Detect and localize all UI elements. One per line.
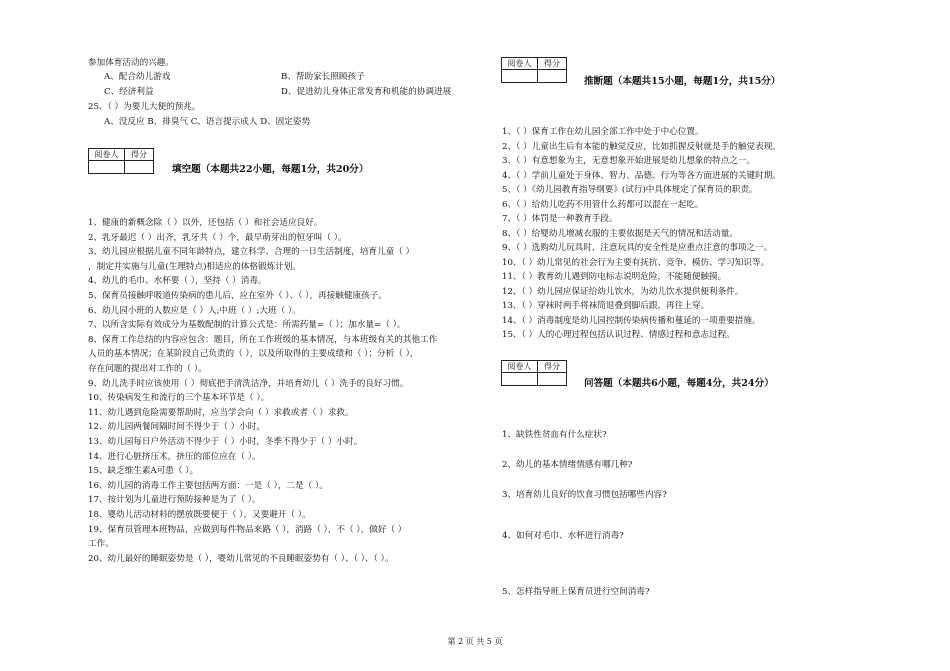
score-cell <box>538 373 566 385</box>
qa-question-line: 5、怎样指导班上保育员进行空间消毒? <box>502 587 650 597</box>
fill-question-line: 18、婴幼儿活动材料的摆放既要便于（ ），又要避开（ ）。 <box>88 510 311 520</box>
score-label: 得分 <box>538 361 566 373</box>
judge-question-line: 15、（ ）人的心理过程包括认识过程、情感过程和意志过程。 <box>502 330 735 340</box>
fill-question-line: 9、幼儿洗手时应该使用（ ）彻底把手清洗洁净，并培育幼儿（ ）洗手的良好习惯。 <box>88 378 409 389</box>
fill-section-title: 填空题（本题共22小题，每题1分，共20分） <box>172 164 369 175</box>
fill-question-line: 17、按计划为儿童进行预防接种是为了（ ）。 <box>88 495 261 506</box>
fill-question-line: 工作。 <box>88 539 114 550</box>
qa-section-title: 问答题（本题共6小题，每题4分，共24分） <box>584 378 774 389</box>
score-cell <box>538 70 566 82</box>
score-box-judge <box>501 57 567 83</box>
score-label: 得分 <box>125 149 153 161</box>
question-25-options: A、没反应 B、排臭气 C、语言提示成人 D、固定姿势 <box>104 117 311 127</box>
judge-question-line: 4、（ ）学前儿童处于身体、智力、品德、行为等各方面进展的关键时期。 <box>502 170 781 181</box>
fill-question-line: 2、乳牙最迟（ ）出齐，乳牙共（ ）个，最早萌芽出的恒牙叫（ ）。 <box>88 232 347 243</box>
reviewer-label: 阅卷人 <box>89 149 125 161</box>
judge-question-line: 2、（ ）儿童出生后有本能的触觉反应，比如抓握反射就是手的触觉表现。 <box>502 141 781 152</box>
intro-line: 参加体育活动的兴趣。 <box>88 58 174 68</box>
judge-question-line: 9、（ ）选购幼儿玩具时，注意玩具的安全性是应重点注意的事项之一。 <box>502 243 773 253</box>
judge-question-line: 8、（ ）给婴幼儿增减衣服的主要依据是天气的情况和活动量。 <box>502 228 738 239</box>
judge-question-line: 12、（ ）幼儿园应保证给幼儿饮水，为幼儿饮水提供便利条件。 <box>502 286 744 297</box>
fill-question-line: 19、保育员管理本班物品，应做到每件物品来路（ ），消路（ ），不（ ），做好（ ） <box>88 524 407 535</box>
judge-question-line: 6、（ ）给幼儿吃药不用管什么药都可以混在一起吃。 <box>502 199 704 210</box>
fill-question-line: 1、健康的新概念除（ ）以外，还包括（ ）和社会适应良好。 <box>88 218 323 228</box>
fill-question-line: 7、以所含实际有效成分为基数配制的计算公式是：所需药量=（ ）；加水量=（ ）。 <box>88 320 406 331</box>
score-box-qa <box>501 360 567 386</box>
fill-question-line: 6、幼儿园小班的人数应是（ ）人;中班（ ）;大班（ ）。 <box>88 305 301 316</box>
judge-question-line: 3、（ ）有意想象为主，无意想象开始进展是幼儿想象的特点之一。 <box>502 156 756 166</box>
reviewer-cell <box>502 373 538 385</box>
reviewer-label: 阅卷人 <box>502 58 538 70</box>
fill-question-line: 存在问题的提出对工作的（ ）。 <box>88 364 207 374</box>
score-box-fill <box>88 148 154 174</box>
fill-question-line: 15、缺乏维生素A可患（ ）。 <box>88 466 199 477</box>
option-d: D、促进幼儿身体正常发育和机能的协调进展 <box>281 87 452 97</box>
judge-question-line: 7、（ ）体罚是一种教育手段。 <box>502 214 618 224</box>
score-cell <box>125 161 153 173</box>
option-c: C、经济利益 <box>104 87 154 97</box>
fill-question-line: 20、幼儿最好的睡眠姿势是（ ），婴幼儿常见的不良睡眠姿势有（ ）、（ ）、（ ）。 <box>88 553 394 564</box>
option-b: B、帮助家长照顾孩子 <box>281 72 365 82</box>
fill-question-line: 10、传染病发生和流行的三个基本环节是（ ）。 <box>88 393 270 404</box>
fill-question-line: 人员的基本情况；在某阶段自己负责的（ ），以及所取得的主要成绩和（ ）；分析（ ）， <box>88 349 419 360</box>
fill-question-line: 16、幼儿园的消毒工作主要包括两方面：一是（ ），二是（ ）。 <box>88 480 328 491</box>
fill-question-line: 5、保育员接触呼吸道传染病的患儿后，应在室外（ ）、（ ），再接触健康孩子。 <box>88 291 387 301</box>
option-a: A、配合幼儿游戏 <box>104 72 171 82</box>
fill-question-line: 4、幼儿的毛巾、水杯要（ ），坚持（ ）消毒。 <box>88 276 267 287</box>
judge-question-line: 10、（ ）幼儿常见的社会行为主要有抚抗、竞争、模仿、学习知识等。 <box>502 257 770 268</box>
qa-question-line: 4、如何对毛巾、水杯进行消毒? <box>502 531 624 541</box>
fill-question-line: 12、幼儿园两餐间隔时间不得少于（ ）小时。 <box>88 422 265 433</box>
fill-question-line: 3、幼儿园应根据儿童不同年龄特点，建立科学、合理的一日生活制度，培育儿童（ ） <box>88 247 415 258</box>
qa-question-line: 2、幼儿的基本情绪情感有哪几种? <box>502 460 633 470</box>
fill-question-line: 14、进行心脏挤压术，挤压的部位应在（ ）。 <box>88 451 261 462</box>
reviewer-cell <box>502 70 538 82</box>
judge-question-line: 5、（ ）《幼儿园教育指导纲要》(试行)中具体规定了保育员的职责。 <box>502 185 758 195</box>
fill-question-line: 8、保育工作总结的内容应包含：题目，所在工作班级的基本情况，与本班级有关的其他工作 <box>88 334 438 345</box>
judge-question-line: 1、（ ）保育工作在幼儿园全部工作中处于中心位置。 <box>502 127 704 137</box>
score-label: 得分 <box>538 58 566 70</box>
page-footer: 第 2 页 共 5 页 <box>447 637 503 646</box>
judge-section-title: 推断题（本题共15小题，每题1分，共15分） <box>584 76 781 87</box>
fill-question-line: 11、幼儿遇到危险需要帮助时，应当学会向（ ）求救或者（ ）求救。 <box>88 407 354 418</box>
judge-question-line: 11、（ ）教育幼儿遇到防电标志说明危险，不能随便触摸。 <box>502 272 727 282</box>
qa-question-line: 1、缺铁性贫血有什么症状? <box>502 430 607 440</box>
judge-question-line: 13、（ ）穿袜时两手将袜筒退叠到脚后跟，再往上穿。 <box>502 301 710 311</box>
judge-question-line: 14、（ ）消毒制度是幼儿园控制传染病传播和蔓延的一项重要措施。 <box>502 315 761 326</box>
reviewer-label: 阅卷人 <box>502 361 538 373</box>
question-25: 25、（ ）为要儿大便的预兆。 <box>88 102 201 112</box>
fill-question-line: ，制定并实施与儿童(生理特点)相适应的体格锻炼计划。 <box>88 261 301 272</box>
fill-question-line: 13、幼儿园每日户外活动不得少于（ ）小时，冬季不得少于（ ）小时。 <box>88 437 363 447</box>
qa-question-line: 3、培育幼儿良好的饮食习惯包括哪些内容? <box>502 490 667 500</box>
reviewer-cell <box>89 161 125 173</box>
